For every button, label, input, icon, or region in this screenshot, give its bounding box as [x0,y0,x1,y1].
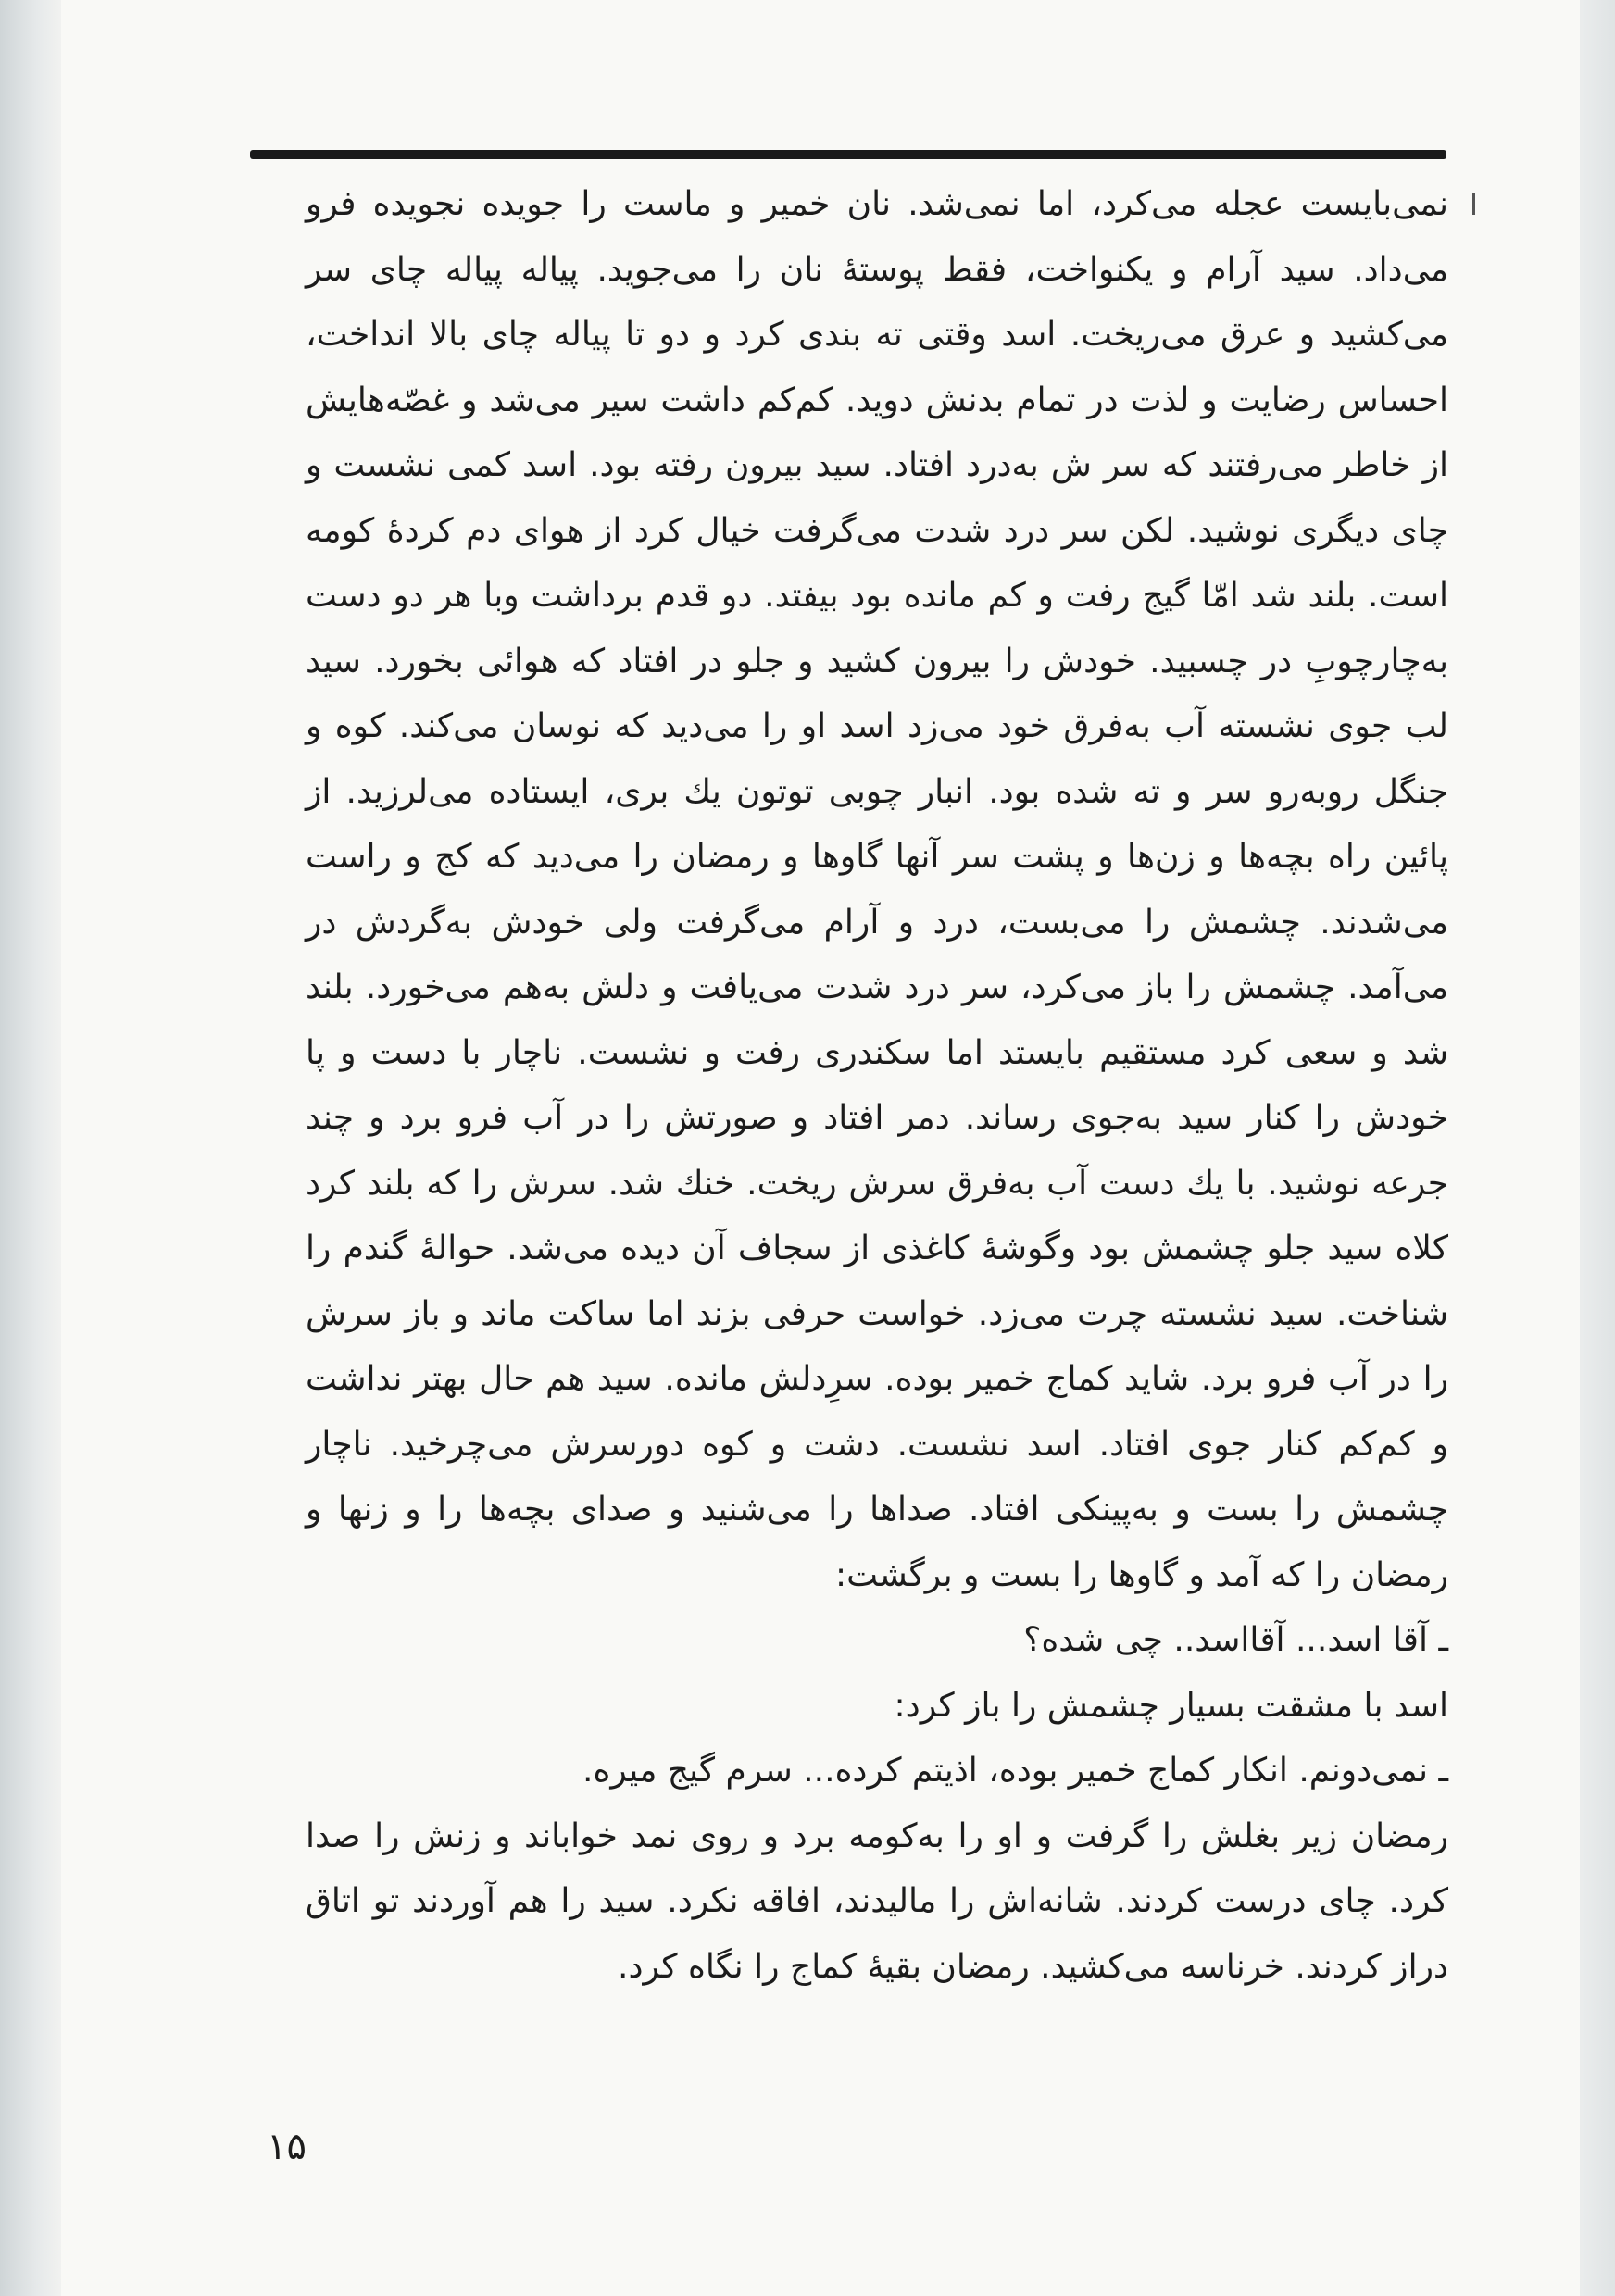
narration-line: اسد با مشقت بسیار چشمش را باز کرد: [894,1686,1448,1725]
dialogue-line-2: ـ نمی‌دونم. انکار کماج خمیر بوده، اذیتم کرده... سرم گیج میره. [582,1752,1448,1790]
header-rule [250,150,1446,159]
body-text [306,172,1448,2000]
dialogue-line-1: ـ آقا اسد... آقااسد.. چی شده؟ [1023,1621,1448,1659]
paragraph-main: نمی‌بایست عجله می‌کرد، اما نمی‌شد. نان خمیر و ماست را جویده نجویده فرو می‌داد. سید آرام و یکنواخت، فقط پوستهٔ نان را می‌جوید. پیاله پیاله چای سر می‌کشید و عرق می‌ریخت. اسد وقتی ته بندی کرد و دو تا پیاله چای بالا انداخت، احساس رضایت و لذت در تمام بدنش دوید. کم‌کم داشت سیر می‌شد و غصّه‌هایش از خاطر می‌رفتند که سر ش به‌درد افتاد. سید بیرون رفته بود. اسد کمی نشست و چای دیگری نوشید. لکن سر درد شدت می‌گرفت خیال کرد از هوای دم کردهٔ کومه است. بلند شد امّا گیج رفت و کم مانده بود بیفتد. دو قدم برداشت وبا هر دو دست به‌چارچوبِ در چسبید. خودش را بیرون کشید و جلو در افتاد که هوائی بخورد. سید لب جوی نشسته آب به‌فرق خود می‌زد اسد او را می‌دید که نوسان می‌کند. کوه و جنگل روبه‌رو سر و ته شده بود. انبار چوبی توتون یك بری، ایستاده می‌لرزید. از پائین راه بچه‌ها و زن‌ها و پشت سر آنها گاوها و رمضان را می‌دید که کج و راست می‌شدند. چشمش را می‌بست، درد و آرام می‌گرفت ولی خودش به‌گردش در می‌آمد. چشمش را باز می‌کرد، سر درد شدت می‌یافت و دلش به‌هم می‌خورد. بلند شد و سعی کرد مستقیم بایستد اما سکندری رفت و نشست. ناچار با دست و پا خودش را کنار سید به‌جوی رساند. دمر افتاد و صورتش را در آب فرو برد و چند جرعه نوشید. با یك دست آب به‌فرق سرش ریخت. خنك شد. سرش را که بلند کرد کلاه سید جلو چشمش بود وگوشهٔ کاغذی از سجاف آن دیده می‌شد. حوالهٔ گندم را شناخت. سید نشسته چرت می‌زد. خواست حرفی بزند اما ساکت ماند و باز سرش را در آب فرو برد. شاید کماج خمیر بوده. سرِدلش مانده. سید هم حال بهتر نداشت و کم‌کم کنار جوی افتاد. اسد نشست. دشت و کوه دورسرش می‌چرخید. ناچار چشمش را بست و به‌پینکی افتاد. صداها را می‌شنید و صدای بچه‌ها را و زنها و رمضان را که آمد و گاوها را بست و برگشت: [306,185,1448,1594]
page-number: ۱۵ [267,2126,307,2168]
paragraph-closing: رمضان زیر بغلش را گرفت و او را به‌کومه برد و روی نمد خواباند و زنش را صدا کرد. چای درست کردند. شانه‌اش را مالیدند، افاقه نکرد. سید را هم آوردند تو اتاق دراز کردند. خرناسه می‌کشید. رمضان بقیهٔ کماج را نگاه کرد. [306,1816,1448,1986]
margin-mark [1472,193,1475,215]
